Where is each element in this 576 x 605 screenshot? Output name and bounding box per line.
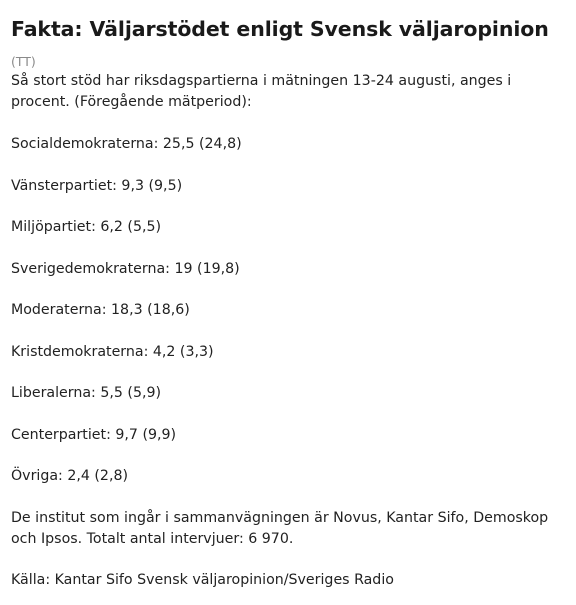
source-credit: Källa: Kantar Sifo Svensk väljaropinion/Sveriges Radio	[11, 572, 394, 588]
party-result: Sverigedemokraterna: 19 (19,8)	[11, 260, 240, 277]
party-result: Liberalerna: 5,5 (5,9)	[11, 385, 162, 401]
party-result: Socialdemokraterna: 25,5 (24,8)	[11, 136, 242, 152]
party-result: Vänsterpartiet: 9,3 (9,5)	[11, 177, 183, 194]
party-result: Miljöpartiet: 6,2 (5,5)	[11, 219, 162, 235]
source-tag: (TT)	[11, 54, 36, 69]
article-intro: Så stort stöd har riksdagspartierna i mätningen 13-24 augusti, anges i procent. (Föregående mätperiod):	[11, 73, 512, 110]
article	[11, 14, 567, 591]
party-result: Kristdemokraterna: 4,2 (3,3)	[11, 343, 214, 360]
party-result: Övriga: 2,4 (2,8)	[11, 468, 129, 484]
party-results-list	[11, 134, 567, 487]
party-result: Centerpartiet: 9,7 (9,9)	[11, 426, 177, 443]
article-title: Fakta: Väljarstödet enligt Svensk väljaropinion	[11, 17, 549, 41]
party-result: Moderaterna: 18,3 (18,6)	[11, 302, 190, 318]
methodology-note: De institut som ingår i sammanvägningen är Novus, Kantar Sifo, Demoskop och Ipsos. Totalt antal intervjuer: 6 970.	[11, 509, 549, 547]
